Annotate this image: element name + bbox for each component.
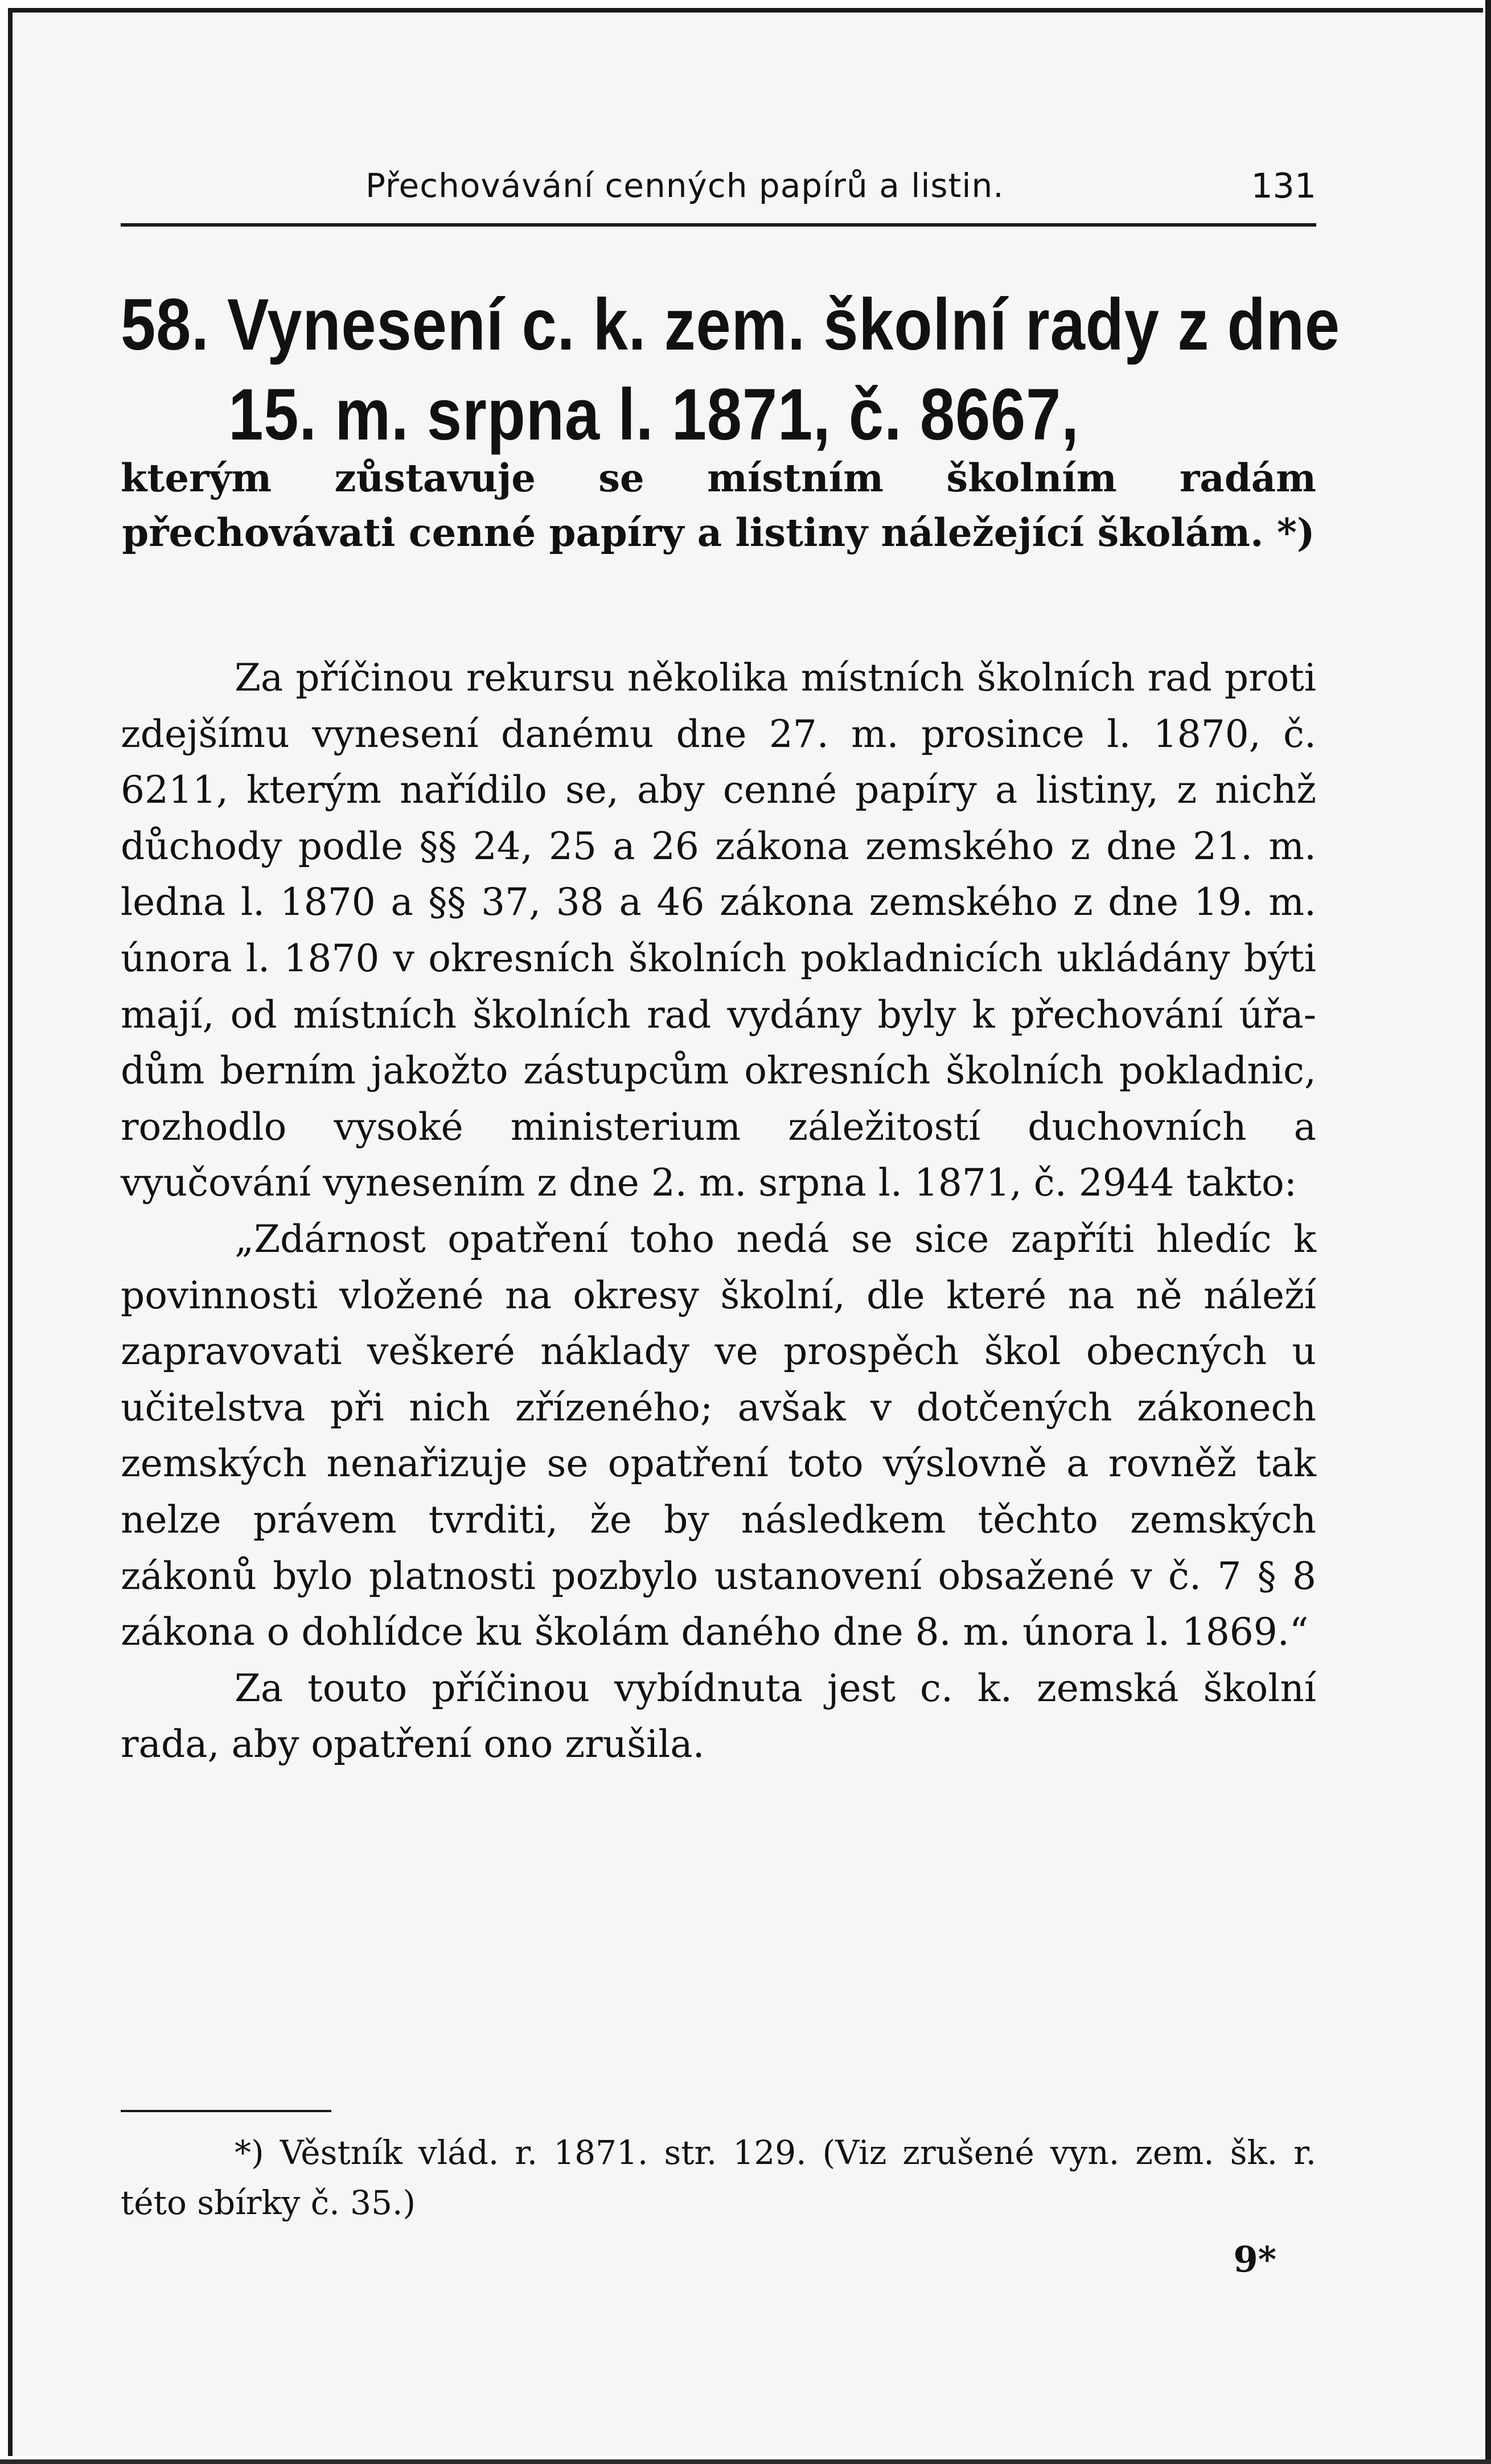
signature-mark: 9* [1233,2239,1276,2280]
section-subheading: kterým zůstavuje se místním školním radám přechovávati cenné papíry a listiny náležející školám. *) [121,455,1316,555]
running-head [121,166,1316,212]
running-head-title: Přechovávání cenných papírů a listin. [365,166,1004,205]
body-paragraph-2: „Zdárnost opatření toho nedá se sice zapříti hledíc k povinnosti vložené na okresy školní, dle které na ně náleží zapravovati veškeré náklady ve prospěch škol obecných u učitelstva při nich zřízeného; avšak v dotčených zákonech zemských nenařizuje se opatření toto výslovně a rovněž tak nelze právem tvrditi, že by následkem těchto zemských zákonů bylo platnosti pozbylo ustanovení obsažené v č. 7 § 8 zákona o dohlídce ku školám daného dne 8. m. února l. 1869.“ [121,1217,1316,1654]
footnote [121,2128,1316,2228]
footnote-text: *) Věstník vlád. r. 1871. str. 129. (Viz zrušené vyn. zem. šk. r. této sbírky č. 35.) [121,2133,1316,2222]
scan-border-bottom [0,2459,1491,2464]
section-heading-line-2: 15. m. srpna l. 1871, č. 8667, [228,374,1079,455]
book-page [8,8,1483,2456]
body-paragraph-1: Za příčinou rekursu několika místních školních rad proti zdejšímu vynesení danému dne 27. m. prosince l. 1870, č. 6211, kterým nařídilo se, aby cenné papíry a listiny, z nichž důchody podle §§ 24, 25 a 26 zákona zemského z dne 21. m. ledna l. 1870 a §§ 37, 38 a 46 zákona zemského z dne 19. m. února l. 1870 v okresních školních pokladnicích ukládány býti mají, od místních školních rad vydány byly k přechování úřadům berním jakožto zástupcům okresních školních pokladnic, rozhodlo vysoké ministerium záležitostí duchovních a vyučování vynesením z dne 2. m. srpna l. 1871, č. 2944 takto: [121,656,1316,1205]
section-heading-line-1: 58. Vynesení c. k. zem. školní rady z dne [121,284,1340,366]
header-rule [121,223,1316,227]
footnote-rule [121,2110,331,2112]
section-heading [121,280,1340,460]
scan-border-right [1485,0,1491,2464]
page-number: 131 [1251,166,1316,206]
body-text [121,650,1316,1773]
body-paragraph-3: Za touto příčinou vybídnuta jest c. k. zemská školní rada, aby opatření ono zrušila. [121,1666,1316,1767]
